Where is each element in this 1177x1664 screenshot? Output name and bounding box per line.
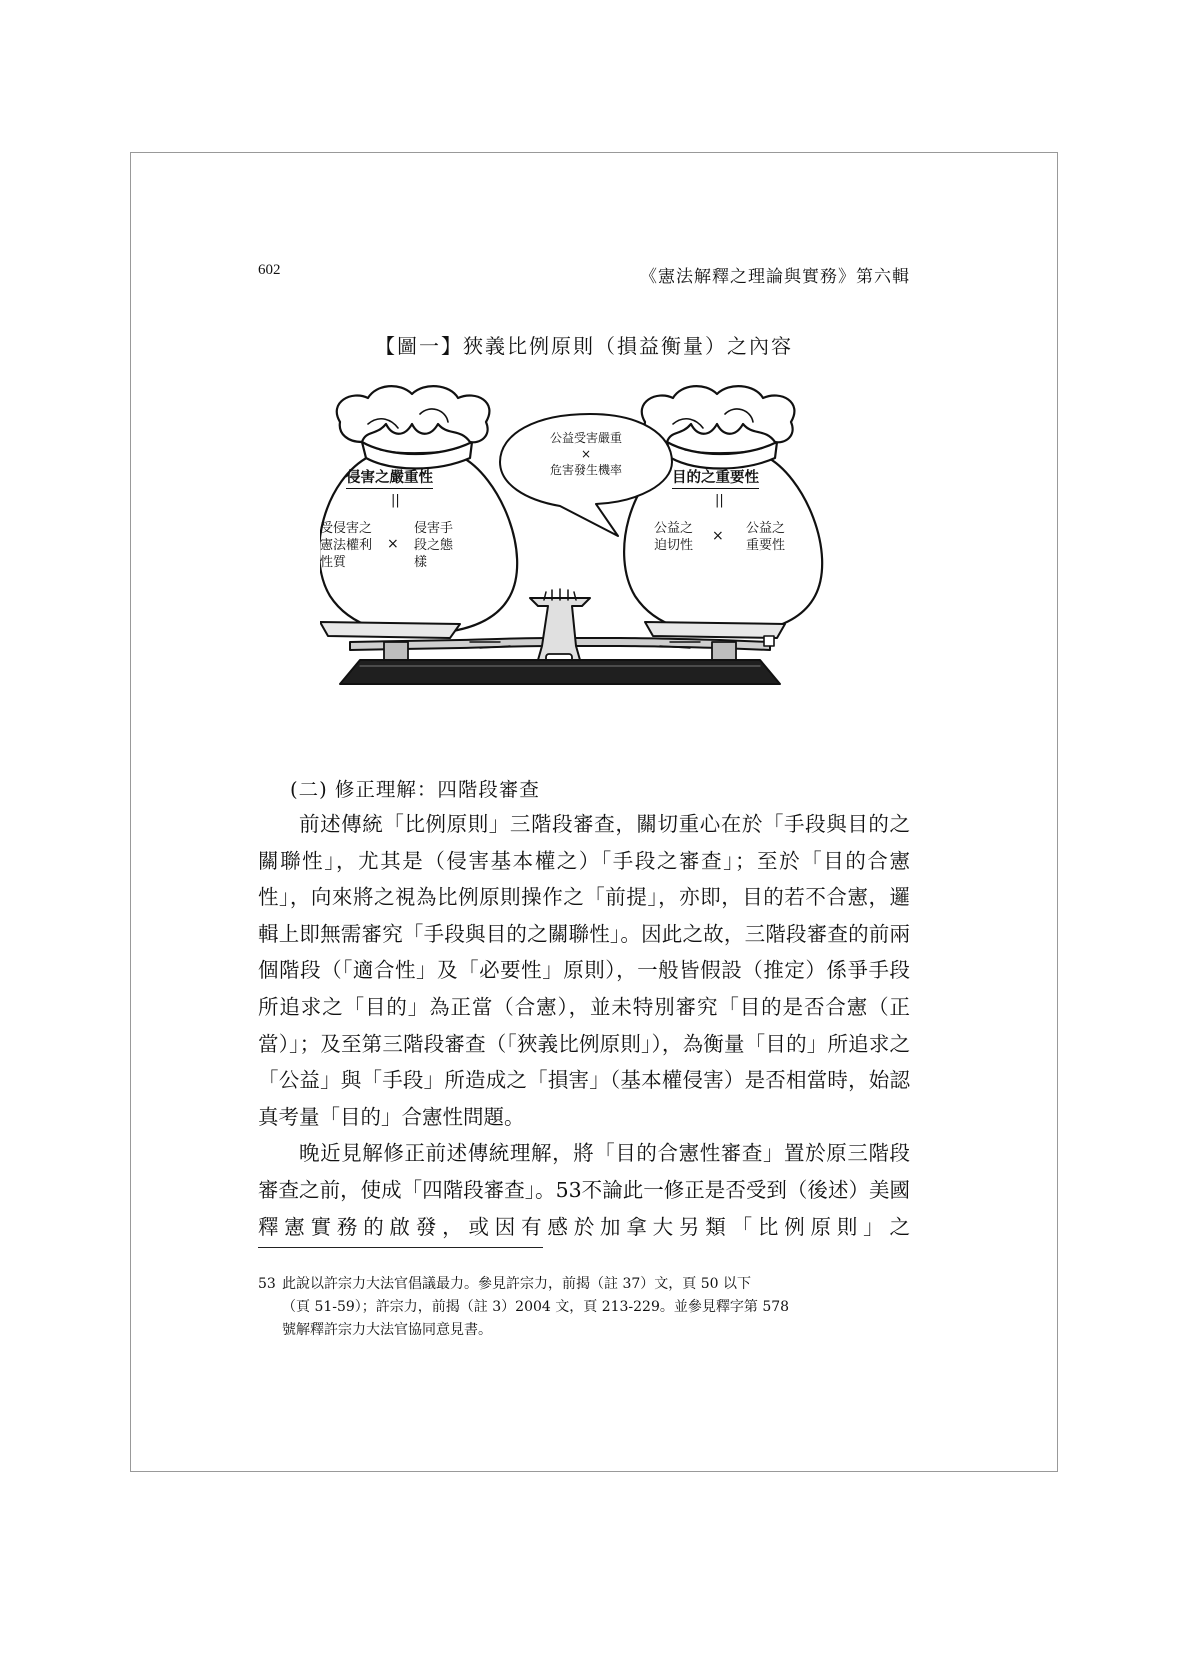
footnote-number: 53 bbox=[258, 1276, 276, 1292]
page-number: 602 bbox=[258, 262, 281, 278]
balance-scale-figure bbox=[320, 384, 860, 729]
paragraph-1: 前述傳統「比例原則」三階段審查，關切重心在於「手段與目的之關聯性」，尤其是（侵害基本權之）「手段之審查」；至於「目的合憲性」，向來將之視為比例原則操作之「前提」，亦即，目的若不合憲，邏輯上即無需審究「手段與目的之關聯性」。因此之故，三階段審查的前兩個階段（「適合性」及「必要性」原則），一般皆假設（推定）係爭手段所追求之「目的」為正當（合憲），並未特別審究「目的是否合憲（正當）」；及至第三階段審查（「狹義比例原則」），為衡量「目的」所追求之「公益」與「手段」所造成之「損害」（基本權侵害）是否相當時，始認真考量「目的」合憲性問題。 bbox=[258, 812, 911, 1129]
left-bag-equals: || bbox=[391, 493, 400, 508]
right-factor-b: 公益之 重要性 bbox=[746, 521, 786, 553]
scale-base bbox=[340, 660, 780, 684]
bubble-line-1: 公益受害嚴重 bbox=[549, 431, 622, 445]
bubble-times-symbol: × bbox=[580, 447, 592, 461]
bubble-line-2: 危害發生機率 bbox=[549, 463, 622, 477]
right-bag-heading: 目的之重要性 bbox=[672, 470, 759, 489]
paragraph-2: 晚近見解修正前述傳統理解，將「目的合憲性審查」置於原三階段審查之前，使成「四階段審查」。53不論此一修正是否受到（後述）美國釋憲實務的啟發，或因有感於加拿大另類「比例原則」之 bbox=[258, 1141, 911, 1239]
section-heading: (二) 修正理解：四階段審查 bbox=[290, 778, 540, 801]
left-times-symbol: × bbox=[387, 536, 399, 552]
right-bag-equals: || bbox=[715, 493, 724, 508]
footnote-rule bbox=[258, 1247, 543, 1248]
left-bag-top bbox=[337, 386, 490, 442]
footnote-text: 此說以許宗力大法官倡議最力。參見許宗力，前揭（註 37）文，頁 50 以下 （頁 51-59）；許宗力，前揭（註 3）2004 文，頁 213-229。並參見釋字第 578 號解釋許宗力大法官協同意見書。 bbox=[282, 1276, 790, 1338]
body-text bbox=[258, 806, 910, 1245]
right-bag-top bbox=[642, 386, 795, 442]
running-title: 《憲法解釋之理論與實務》第六輯 bbox=[640, 267, 910, 287]
right-times-symbol: × bbox=[712, 528, 724, 544]
right-factor-a: 公益之 迫切性 bbox=[654, 521, 694, 553]
page-header bbox=[258, 262, 910, 286]
left-bag-heading: 侵害之嚴重性 bbox=[346, 470, 433, 489]
left-factor-a: 受侵害之 憲法權利 性質 bbox=[320, 521, 373, 570]
left-scale-pan bbox=[320, 622, 460, 638]
left-factor-b: 侵害手 段之態 樣 bbox=[414, 521, 454, 570]
footnote-53 bbox=[258, 1273, 910, 1342]
figure-title: 【圖一】狹義比例原則（損益衡量）之內容 bbox=[375, 334, 793, 358]
